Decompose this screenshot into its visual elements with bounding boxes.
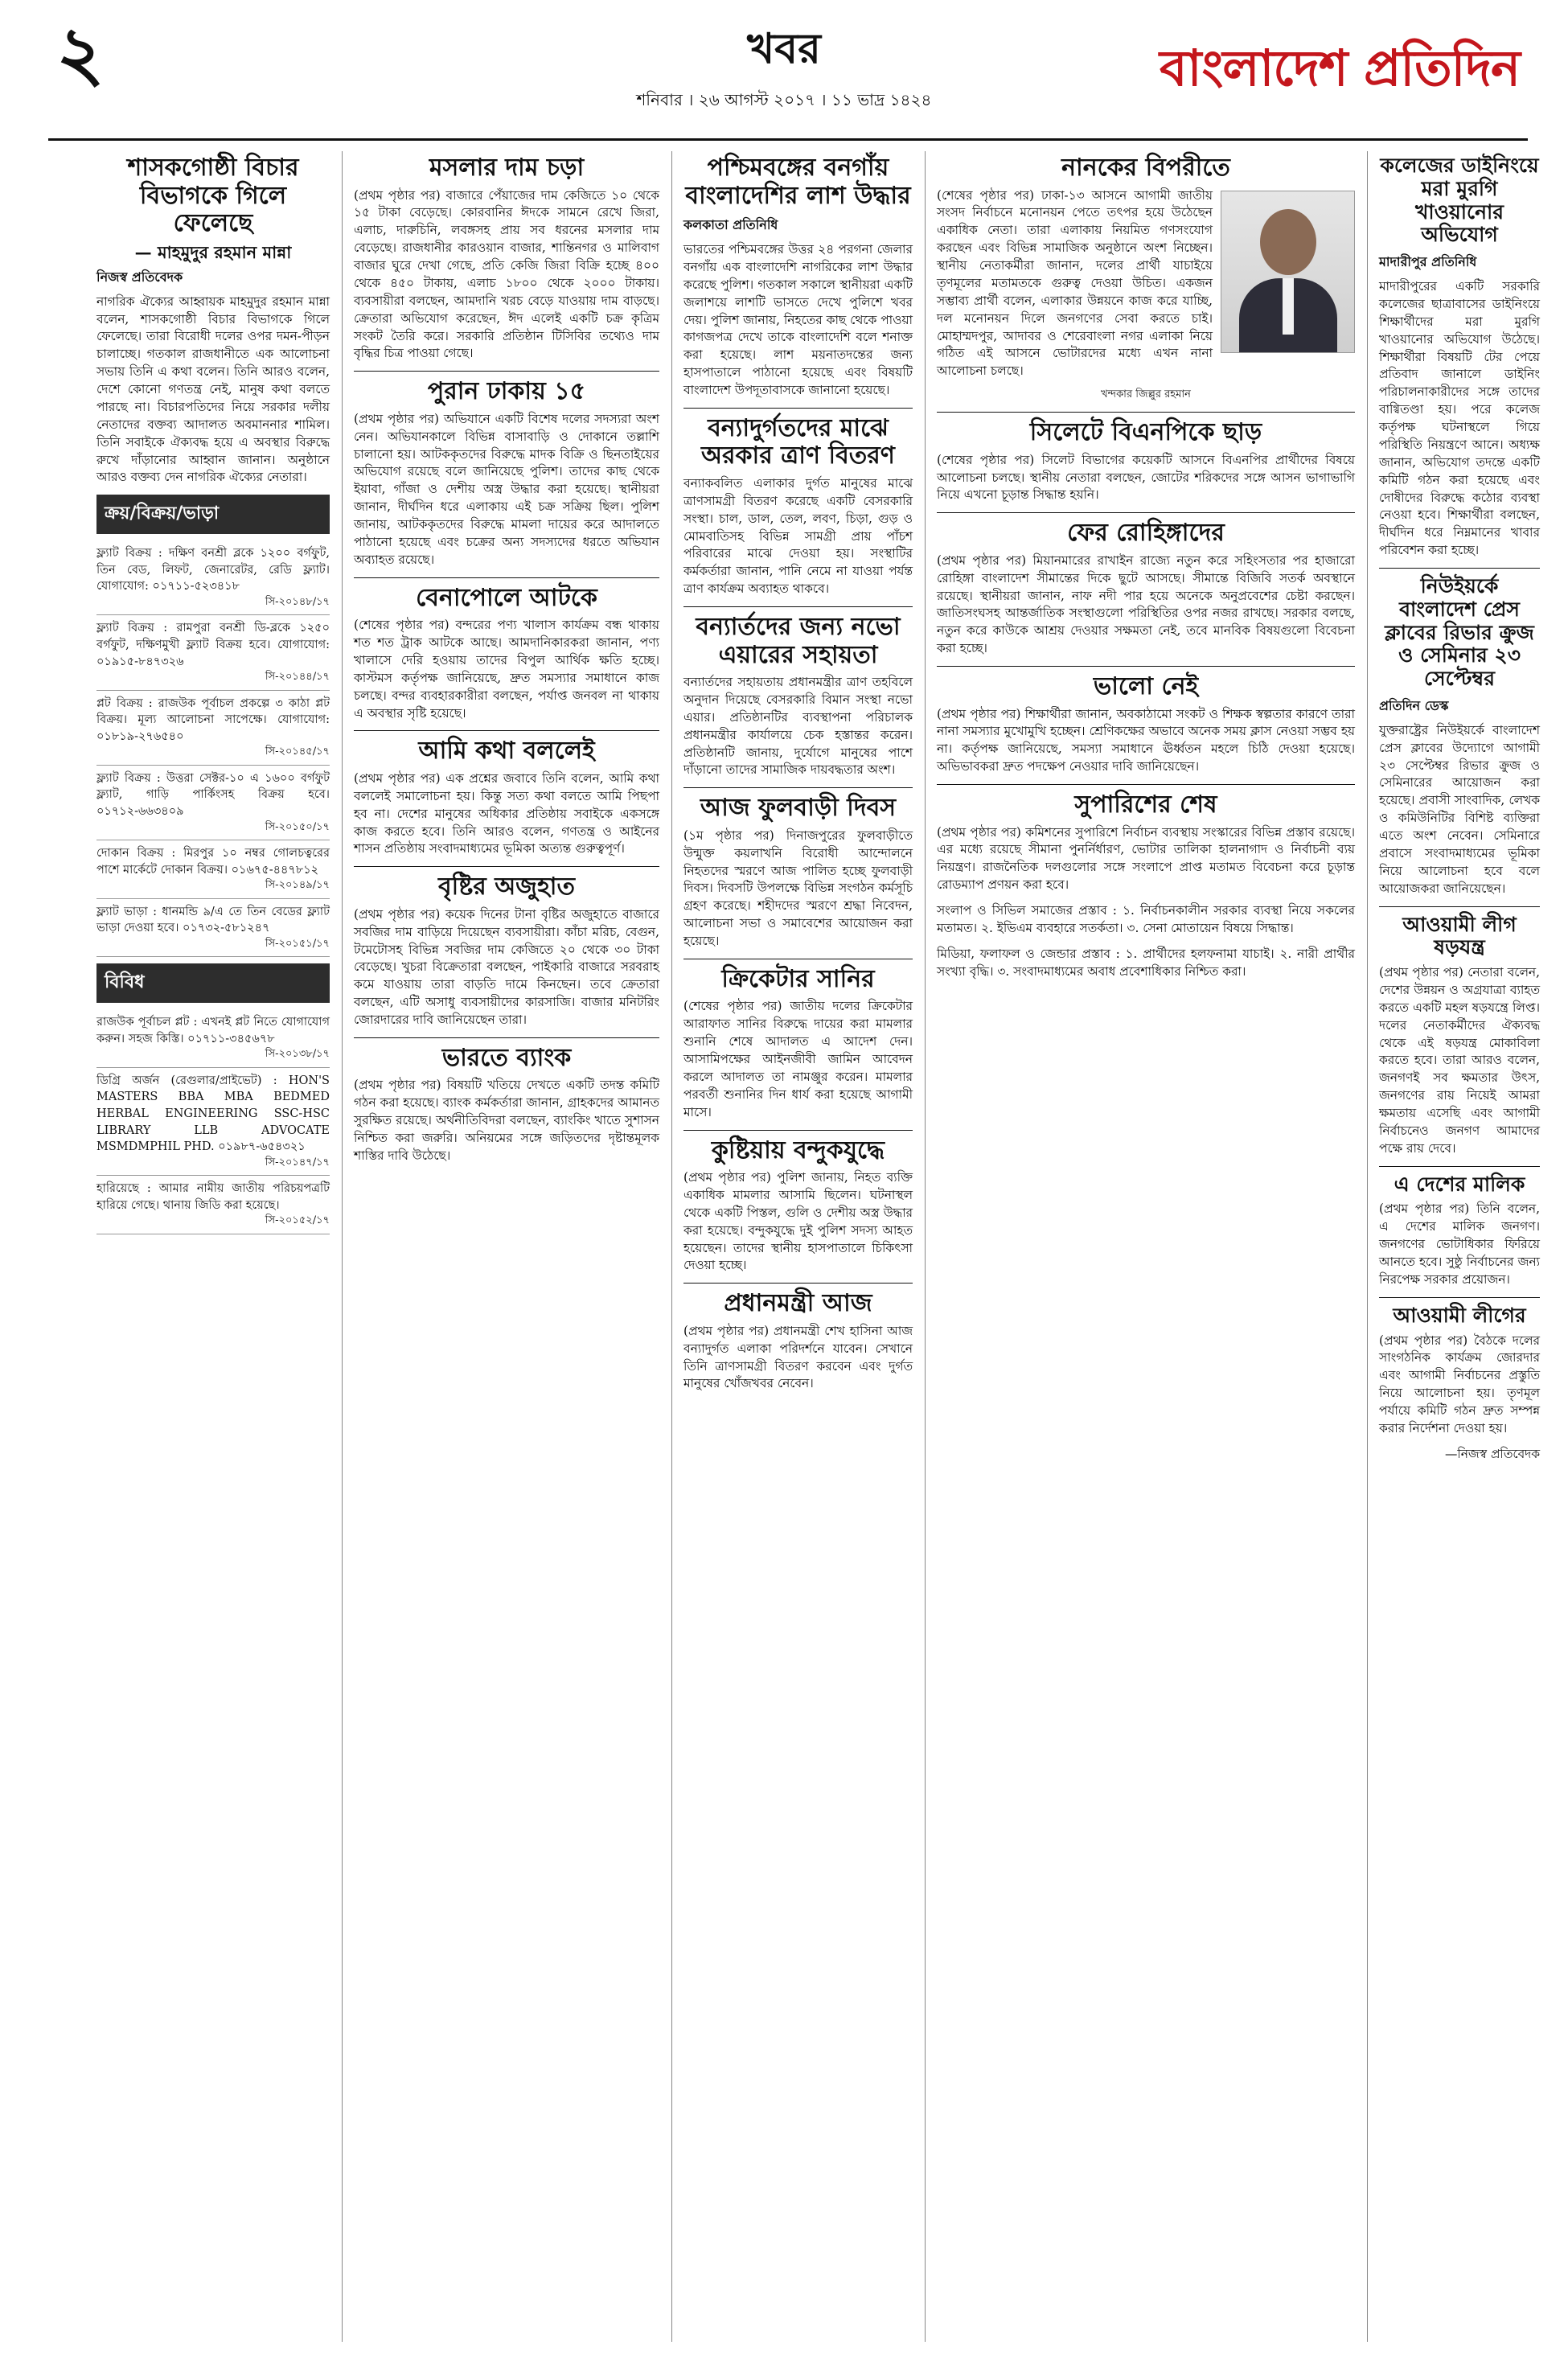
divider xyxy=(683,606,913,607)
article-body: নাগরিক ঐক্যের আহ্বায়ক মাহমুদুর রহমান মান্না বলেন, শাসকগোষ্ঠী বিচার বিভাগকে গিলে ফেলেছে। তারা বিরোধী দলের ওপর দমন-পীড়ন চালাচ্ছে। গতকাল রাজধানীতে এক আলোচনা সভায় তিনি এ কথা বলেন। তিনি আরও বলেন, দেশে কোনো গণতন্ত্র নেই, মানুষ কথা বলতে পারছে না। বিচারপতিদের নিয়ে সরকার দলীয় নেতাদের বক্তব্য আদালত অবমাননার শামিল। তিনি সবাইকে ঐক্যবদ্ধ হয়ে এ অবস্থার বিরুদ্ধে রুখে দাঁড়ানোর আহ্বান জানান। অনুষ্ঠানে আরও বক্তব্য দেন নাগরিক ঐক্যের নেতারা। xyxy=(96,294,334,485)
classifieds-header: ক্রয়/বিক্রয়/ভাড়া xyxy=(96,495,330,534)
divider xyxy=(937,666,1355,667)
divider xyxy=(683,1283,913,1284)
classified-ad: হারিয়েছে : আমার নামীয় জাতীয় পরিচয়পত্রটি হারিয়ে গেছে। থানায় জিডি করা হয়েছে। সি-২০১৫২/১৭ xyxy=(96,1176,330,1234)
headline: নানকের বিপরীতে xyxy=(1061,154,1230,182)
divider xyxy=(683,1130,913,1131)
article-body: (প্রথম পৃষ্ঠার পর) বৈঠকে দলের সাংগঠনিক কার্যক্রম জোরদার এবং আগামী নির্বাচনের প্রস্তুতি নিয়ে আলোচনা হয়। তৃণমূল পর্যায়ে কমিটি গঠন দ্রুত সম্পন্ন করার নির্দেশনা দেওয়া হয়। xyxy=(1379,1333,1544,1435)
divider xyxy=(354,730,659,731)
article-subsection: সংলাপ ও সিভিল সমাজের প্রস্তাব : ১. নির্বাচনকালীন সরকার ব্যবস্থা নিয়ে সকলের মতামত। ২. ইভিএম ব্যবহারে সতর্কতা। ৩. সেনা মোতায়েন বিষয়ে সিদ্ধান্ত। xyxy=(937,903,1359,935)
divider xyxy=(937,784,1355,785)
byline: মাদারীপুর প্রতিনিধি xyxy=(1379,254,1477,269)
article-body: (শেষের পৃষ্ঠার পর) সিলেট বিভাগের কয়েকটি আসনে বিএনপির প্রার্থীদের বিষয়ে আলোচনা চলছে। স্থানীয় নেতারা বলছেন, জোটের শরিকদের সঙ্গে আসন ভাগাভাগি নিয়ে এখনো চূড়ান্ত সিদ্ধান্ত হয়নি। xyxy=(937,452,1359,503)
divider xyxy=(1379,1166,1540,1167)
article-body: (প্রথম পৃষ্ঠার পর) মিয়ানমারের রাখাইন রাজ্যে নতুন করে সহিংসতার পর হাজারো রোহিঙ্গা বাংলাদেশ সীমান্তের দিকে ছুটে আসছে। সীমান্তে বিজিবি সতর্ক অবস্থানে রয়েছে। স্থানীয়রা জানান, নাফ নদী পার হয়ে অনেকে অনুপ্রবেশের চেষ্টা করছেন। জাতিসংঘসহ আন্তর্জাতিক সংস্থাগুলো পরিস্থিতির ওপর নজর রাখছে। সরকার বলছে, নতুন করে কাউকে আশ্রয় দেওয়ার সক্ষমতা নেই, তবে মানবিক বিষয়গুলো বিবেচনা করা হচ্ছে। xyxy=(937,552,1359,656)
headline: আওয়ামী লীগ ষড়যন্ত্র xyxy=(1402,912,1517,959)
column-divider xyxy=(342,151,343,2342)
divider xyxy=(1379,906,1540,907)
headline: বন্যাদুর্গতদের মাঝে অরকার ত্রাণ বিতরণ xyxy=(701,413,895,470)
headline: কুষ্টিয়ায় বন্দুকযুদ্ধে xyxy=(711,1136,885,1164)
byline: নিজস্ব প্রতিবেদক xyxy=(96,269,183,285)
classified-ad: প্লট বিক্রয় : রাজউক পূর্বাচল প্রকল্পে ৩ কাঠা প্লট বিক্রয়। মূল্য আলোচনা সাপেক্ষে। যোগাযোগ: ০১৮১৯-২৭৬৫৪০ সি-২০১৪৫/১৭ xyxy=(96,691,330,766)
dateline: শনিবার । ২৬ আগস্ট ২০১৭ । ১১ ভাদ্র ১৪২৪ xyxy=(636,90,932,109)
headline: নিউইয়র্কে বাংলাদেশ প্রেস ক্লাবের রিভার ক্রুজ ও সেমিনার ২৩ সেপ্টেম্বর xyxy=(1385,574,1534,690)
headline: ভালো নেই xyxy=(1093,672,1199,700)
headline: আমি কথা বললেই xyxy=(418,737,595,766)
article-body: (শেষের পৃষ্ঠার পর) বন্দরের পণ্য খালাস কার্যক্রম বন্ধ থাকায় শত শত ট্রাক আটকে আছে। আমদানিকারকরা জানান, পণ্য খালাসে দেরি হওয়ায় তাদের বিপুল আর্থিক ক্ষতি হচ্ছে। কাস্টমস কর্তৃপক্ষ জানিয়েছে, দ্রুত সমস্যার সমাধানে কাজ চলছে। বন্দর ব্যবহারকারীরা বলছেন, পর্যাপ্ত জনবল না থাকায় এ অবস্থার সৃষ্টি হয়েছে। xyxy=(354,618,663,721)
headline: ফের রোহিঙ্গাদের xyxy=(1067,519,1225,548)
divider xyxy=(354,371,659,372)
article-body: ভারতের পশ্চিমবঙ্গের উত্তর ২৪ পরগনা জেলার বনগাঁয় এক বাংলাদেশি নাগরিকের লাশ উদ্ধার করেছে পুলিশ। গতকাল সকালে স্থানীয়রা একটি জলাশয়ে লাশটি ভাসতে দেখে পুলিশে খবর দেয়। পুলিশ জানায়, নিহতের কাছ থেকে পাওয়া কাগজপত্র দেখে তাকে বাংলাদেশি বলে শনাক্ত করা হয়েছে। লাশ ময়নাতদন্তের জন্য হাসপাতালে পাঠানো হয়েছে এবং বিষয়টি বাংলাদেশ উপদূতাবাসকে জানানো হয়েছে। xyxy=(683,242,917,397)
article-body: (প্রথম পৃষ্ঠার পর) তিনি বলেন, এ দেশের মালিক জনগণ। জনগণের ভোটাধিকার ফিরিয়ে আনতে হবে। সুষ্ঠু নির্বাচনের জন্য নিরপেক্ষ সরকার প্রয়োজন। xyxy=(1379,1201,1544,1287)
article-body: যুক্তরাষ্ট্রের নিউইয়র্কে বাংলাদেশ প্রেস ক্লাবের উদ্যোগে আগামী ২৩ সেপ্টেম্বর রিভার ক্রুজ ও সেমিনারের আয়োজন করা হয়েছে। প্রবাসী সাংবাদিক, লেখক ও কমিউনিটির বিশিষ্ট ব্যক্তিরা এতে অংশ নেবেন। সেমিনারে প্রবাসে সংবাদমাধ্যমের ভূমিকা নিয়ে আলোচনা হবে বলে আয়োজকরা জানিয়েছেন। xyxy=(1379,722,1544,896)
column-3 xyxy=(683,151,917,2342)
article-subsection: মিডিয়া, ফলাফল ও জেন্ডার প্রস্তাব : ১. প্রার্থীদের হলফনামা যাচাই। ২. নারী প্রার্থীর সংখ্যা বৃদ্ধি। ৩. সংবাদমাধ্যমের অবাধ প্রবেশাধিকার নিশ্চিত করা। xyxy=(937,946,1359,979)
headline: পুরান ঢাকায় ১৫ xyxy=(427,377,586,406)
classified-ad: ফ্ল্যাট বিক্রয় : রামপুরা বনশ্রী ডি-ব্লকে ১২৫০ বর্গফুট, দক্ষিণমুখী ফ্ল্যাট বিক্রয় হবে। যোগাযোগ: ০১৯১৫-৮৪৭৩২৬ সি-২০১৪৪/১৭ xyxy=(96,615,330,690)
headline: ক্রিকেটার সানির xyxy=(721,964,875,993)
headline: কলেজের ডাইনিংয়ে মরা মুরগি খাওয়ানোর অভিযোগ xyxy=(1380,154,1539,247)
misc-list xyxy=(96,1009,334,1234)
article-body: (১ম পৃষ্ঠার পর) দিনাজপুরের ফুলবাড়ীতে উন্মুক্ত কয়লাখনি বিরোধী আন্দোলনে নিহতদের স্মরণে আজ পালিত হচ্ছে ফুলবাড়ী দিবস। দিবসটি উপলক্ষে বিভিন্ন সংগঠন কর্মসূচি গ্রহণ করেছে। শহীদদের স্মরণে শ্রদ্ধা নিবেদন, আলোচনা সভা ও সমাবেশের আয়োজন করা হয়েছে। xyxy=(683,828,917,948)
column-divider xyxy=(671,151,672,2342)
portrait-photo xyxy=(1221,191,1355,353)
headline: মসলার দাম চড়া xyxy=(429,154,585,182)
headline: প্রধানমন্ত্রী আজ xyxy=(724,1289,872,1318)
divider xyxy=(354,866,659,867)
headline: বেনাপোলে আটকে xyxy=(416,583,597,612)
article-body: (প্রথম পৃষ্ঠার পর) বিষয়টি খতিয়ে দেখতে একটি তদন্ত কমিটি গঠন করা হয়েছে। ব্যাংক কর্মকর্তারা জানান, গ্রাহকদের আমানত সুরক্ষিত রয়েছে। অর্থনীতিবিদরা বলছেন, ব্যাংকিং খাতে সুশাসন নিশ্চিত করা জরুরি। অনিয়মের সঙ্গে জড়িতদের দৃষ্টান্তমূলক শাস্তির দাবি উঠেছে। xyxy=(354,1078,663,1163)
masthead xyxy=(0,0,1568,146)
column-1 xyxy=(96,151,334,2342)
divider xyxy=(937,412,1355,413)
classified-ad: দোকান বিক্রয় : মিরপুর ১০ নম্বর গোলচত্বরের পাশে মার্কেটে দোকান বিক্রয়। ০১৬৭৫-৪৪৭৮১২ সি-২০১৪৯/১৭ xyxy=(96,840,330,899)
headline: এ দেশের মালিক xyxy=(1394,1172,1525,1196)
article-body: মাদারীপুরের একটি সরকারি কলেজের ছাত্রাবাসের ডাইনিংয়ে শিক্ষার্থীদের মরা মুরগি খাওয়ানোর অভিযোগ উঠেছে। শিক্ষার্থীরা বিষয়টি টের পেয়ে প্রতিবাদ জানালে ডাইনিং পরিচালনাকারীদের সঙ্গে তাদের বাগ্বিতণ্ডা হয়। পরে কলেজ কর্তৃপক্ষ ঘটনাস্থলে গিয়ে পরিস্থিতি নিয়ন্ত্রণে আনে। অধ্যক্ষ জানান, অভিযোগ তদন্তে একটি কমিটি গঠন করা হয়েছে এবং দোষীদের বিরুদ্ধে কঠোর ব্যবস্থা নেওয়া হবে। শিক্ষার্থীরা বলছেন, দীর্ঘদিন ধরে নিম্নমানের খাবার পরিবেশন করা হচ্ছে। xyxy=(1379,279,1544,558)
column-divider xyxy=(925,151,926,2342)
column-divider xyxy=(1367,151,1368,2342)
classified-ad: রাজউক পূর্বাচল প্লট : এখনই প্লট নিতে যোগাযোগ করুন। সহজ কিস্তি। ০১৭১১-৩৪৫৬৭৮ সি-২০১৩৮/১৭ xyxy=(96,1009,330,1068)
newspaper-logo: বাংলাদেশ প্রতিদিন xyxy=(1160,39,1520,97)
article-body: (প্রথম পৃষ্ঠার পর) শিক্ষার্থীরা জানান, অবকাঠামো সংকট ও শিক্ষক স্বল্পতার কারণে তারা নানা সমস্যার মুখোমুখি হচ্ছেন। শ্রেণিকক্ষের অভাবে অনেক সময় ক্লাস নেওয়া সম্ভব হয় না। কর্তৃপক্ষ জানিয়েছে, সমস্যা সমাধানে ঊর্ধ্বতন মহলে চিঠি দেওয়া হয়েছে। অভিভাবকরা দ্রুত পদক্ষেপ নেওয়ার দাবি জানিয়েছেন। xyxy=(937,706,1359,774)
column-2 xyxy=(354,151,663,2342)
headline: পশ্চিমবঙ্গের বনগাঁয় বাংলাদেশির লাশ উদ্ধার xyxy=(685,154,911,210)
headline: আজ ফুলবাড়ী দিবস xyxy=(700,794,897,823)
classified-ad: ফ্ল্যাট বিক্রয় : দক্ষিণ বনশ্রী ব্লকে ১২০০ বর্গফুট, তিন বেড, লিফট, জেনারেটর, রেডি ফ্ল্যাট। যোগাযোগ: ০১৭১১-৫২৩৪১৮ সি-২০১৪৮/১৭ xyxy=(96,540,330,615)
article-body: বন্যার্তদের সহায়তায় প্রধানমন্ত্রীর ত্রাণ তহবিলে অনুদান দিয়েছে বেসরকারি বিমান সংস্থা নভো এয়ার। প্রতিষ্ঠানটির ব্যবস্থাপনা পরিচালক প্রধানমন্ত্রীর কার্যালয়ে চেক হস্তান্তর করেন। প্রতিষ্ঠানটি জানায়, দুর্যোগে মানুষের পাশে দাঁড়ানো তাদের সামাজিক দায়বদ্ধতার অংশ। xyxy=(683,675,917,778)
headline-author: — মাহমুদুর রহমান মান্না xyxy=(134,241,292,262)
article-body: (শেষের পৃষ্ঠার পর) জাতীয় দলের ক্রিকেটার আরাফাত সানির বিরুদ্ধে দায়ের করা মামলার শুনানি শেষে আদালত এ আদেশ দেন। আসামিপক্ষের আইনজীবী জামিন আবেদন করলে আদালত তা নামঞ্জুর করেন। মামলার পরবর্তী শুনানির দিন ধার্য করা হয়েছে আগামী মাসে। xyxy=(683,999,917,1119)
article-body: (প্রথম পৃষ্ঠার পর) বাজারে পেঁয়াজের দাম কেজিতে ১০ থেকে ১৫ টাকা বেড়েছে। কোরবানির ঈদকে সামনে রেখে জিরা, এলাচ, দারুচিনি, লবঙ্গসহ প্রায় সব ধরনের মসলার দাম বেড়েছে। রাজধানীর কারওয়ান বাজার, শান্তিনগর ও মালিবাগ বাজার ঘুরে দেখা গেছে, প্রতি কেজি জিরা বিক্রি হচ্ছে ৪০০ থেকে ৪৫০ টাকায়, এলাচ ১৮০০ থেকে ২০০০ টাকায়। ব্যবসায়ীরা বলছেন, আমদানি খরচ বেড়ে যাওয়ায় দাম বাড়ছে। ক্রেতারা অভিযোগ করেছেন, ঈদ এলেই একটি চক্র কৃত্রিম সংকট তৈরি করে। সরকারি প্রতিষ্ঠান টিসিবির তথ্যেও দাম বৃদ্ধির চিত্র পাওয়া গেছে। xyxy=(354,187,663,361)
section-title: খবর xyxy=(747,24,821,73)
byline: প্রতিদিন ডেস্ক xyxy=(1379,697,1449,713)
divider xyxy=(937,512,1355,513)
headline: সুপারিশের শেষ xyxy=(1074,791,1217,819)
headline: সিলেটে বিএনপিকে ছাড় xyxy=(1029,418,1262,447)
divider xyxy=(1379,1297,1540,1298)
article-body: (প্রথম পৃষ্ঠার পর) প্রধানমন্ত্রী শেখ হাসিনা আজ বন্যাদুর্গত এলাকা পরিদর্শনে যাবেন। সেখানে তিনি ত্রাণসামগ্রী বিতরণ করবেন এবং দুর্গত মানুষের খোঁজখবর নেবেন। xyxy=(683,1323,917,1391)
article-body: (প্রথম পৃষ্ঠার পর) এক প্রশ্নের জবাবে তিনি বলেন, আমি কথা বললেই সমালোচনা হয়। কিন্তু সত্য কথা বলতে আমি পিছপা হব না। দেশের মানুষের অধিকার প্রতিষ্ঠায় সবাইকে একসঙ্গে কাজ করতে হবে। তিনি আরও বলেন, গণতন্ত্র ও আইনের শাসন প্রতিষ্ঠায় সংবাদমাধ্যমের ভূমিকা অত্যন্ত গুরুত্বপূর্ণ। xyxy=(354,770,663,856)
headline: আওয়ামী লীগের xyxy=(1393,1303,1526,1327)
photo-caption: খন্দকার জিল্লুর রহমান xyxy=(1101,388,1191,401)
headline: বন্যার্তদের জন্য নভো এয়ারের সহায়তা xyxy=(696,613,901,669)
credit: —নিজস্ব প্রতিবেদক xyxy=(1444,1446,1540,1461)
divider xyxy=(683,408,913,409)
classified-ad: ডিগ্রি অর্জন (রেগুলার/প্রাইভেট) : HON'S MASTERS BBA MBA BEDMED HERBAL ENGINEERING SSC-HSC LIBRARY LLB ADVOCATE MSMDMPHIL PHD. ০১৯৮৭-৬৫৪৩২১ সি-২০১৪৭/১৭ xyxy=(96,1068,330,1176)
divider xyxy=(354,577,659,578)
article-body: (প্রথম পৃষ্ঠার পর) পুলিশ জানায়, নিহত ব্যক্তি একাধিক মামলার আসামি ছিলেন। ঘটনাস্থল থেকে একটি পিস্তল, গুলি ও দেশীয় অস্ত্র উদ্ধার করা হয়েছে। বন্দুকযুদ্ধে দুই পুলিশ সদস্য আহত হয়েছেন। তাদের স্থানীয় হাসপাতালে চিকিৎসা দেওয়া হচ্ছে। xyxy=(683,1170,917,1273)
article-body: (প্রথম পৃষ্ঠার পর) অভিযানে একটি বিশেষ দলের সদস্যরা অংশ নেন। অভিযানকালে বিভিন্ন বাসাবাড়ি ও দোকানে তল্লাশি চালানো হয়। আটককৃতদের বিরুদ্ধে মাদক বিক্রি ও ছিনতাইয়ের অভিযোগ রয়েছে বলে জানিয়েছে পুলিশ। তাদের কাছ থেকে ইয়াবা, গাঁজা ও দেশীয় অস্ত্র উদ্ধার করা হয়েছে। স্থানীয়রা জানান, দীর্ঘদিন ধরে এলাকায় এই চক্র সক্রিয় ছিল। পুলিশ জানায়, আটককৃতদের বিরুদ্ধে মামলা দায়ের করে আদালতে পাঠানো হয়েছে এবং চক্রের অন্য সদস্যদের ধরতে অভিযান অব্যাহত রয়েছে। xyxy=(354,411,663,567)
headline: বৃষ্টির অজুহাত xyxy=(437,873,575,902)
misc-header: বিবিধ xyxy=(96,963,330,1003)
byline: কলকাতা প্রতিনিধি xyxy=(683,217,778,232)
article-body: (প্রথম পৃষ্ঠার পর) কমিশনের সুপারিশে নির্বাচন ব্যবস্থায় সংস্কারের বিভিন্ন প্রস্তাব রয়েছে। এর মধ্যে রয়েছে সীমানা পুনর্নির্ধারণ, ভোটার তালিকা হালনাগাদ ও নির্বাচনী ব্যয় নিয়ন্ত্রণ। রাজনৈতিক দলগুলোর সঙ্গে সংলাপে প্রাপ্ত মতামত বিবেচনা করে চূড়ান্ত রোডম্যাপ প্রণয়ন করা হবে। xyxy=(937,824,1359,893)
article-body: (প্রথম পৃষ্ঠার পর) নেতারা বলেন, দেশের উন্নয়ন ও অগ্রযাত্রা ব্যাহত করতে একটি মহল ষড়যন্ত্রে লিপ্ত। দলের নেতাকর্মীদের ঐক্যবদ্ধ থেকে এই ষড়যন্ত্র মোকাবিলা করতে হবে। তারা আরও বলেন, জনগণই সব ক্ষমতার উৎস, জনগণের রায় নিয়েই আমরা ক্ষমতায় এসেছি এবং আগামী নির্বাচনেও জনগণ আমাদের পক্ষে রায় দেবে। xyxy=(1379,965,1544,1156)
article-body: (প্রথম পৃষ্ঠার পর) কয়েক দিনের টানা বৃষ্টির অজুহাতে বাজারে সবজির দাম বাড়িয়ে দিয়েছেন ব্যবসায়ীরা। কাঁচা মরিচ, বেগুন, টমেটোসহ বিভিন্ন সবজির দাম কেজিতে ২০ থেকে ৩০ টাকা বেড়েছে। খুচরা বিক্রেতারা বলছেন, পাইকারি বাজারে সরবরাহ কমে যাওয়ায় তারা বাড়তি দামে কিনছেন। তবে ক্রেতারা বলছেন, এটি অসাধু ব্যবসায়ীদের কারসাজি। বাজার মনিটরিং জোরদারের দাবি জানিয়েছেন তারা। xyxy=(354,906,663,1027)
classified-ad: ফ্ল্যাট ভাড়া : ধানমন্ডি ৯/এ তে তিন বেডের ফ্ল্যাট ভাড়া দেওয়া হবে। ০১৭৩২-৫৮১২৪৭ সি-২০১৫১/১৭ xyxy=(96,899,330,958)
article-body: বন্যাকবলিত এলাকার দুর্গত মানুষের মাঝে ত্রাণসামগ্রী বিতরণ করেছে একটি বেসরকারি সংস্থা। চাল, ডাল, তেল, লবণ, চিড়া, গুড় ও মোমবাতিসহ বিভিন্ন সামগ্রী প্রায় পাঁচশ পরিবারের মাঝে দেওয়া হয়। সংস্থাটির কর্মকর্তারা জানান, পানি নেমে না যাওয়া পর্যন্ত ত্রাণ কার্যক্রম অব্যাহত থাকবে। xyxy=(683,475,917,597)
divider xyxy=(354,1037,659,1038)
classified-ad: ফ্ল্যাট বিক্রয় : উত্তরা সেক্টর-১০ এ ১৬০০ বর্গফুট ফ্ল্যাট, গাড়ি পার্কিংসহ বিক্রয় হবে। ০১৭১২-৬৬৩৪০৯ সি-২০১৫০/১৭ xyxy=(96,766,330,840)
page-number: ২ xyxy=(56,10,105,97)
divider xyxy=(683,787,913,788)
article-body: (শেষের পৃষ্ঠার পর) ঢাকা-১৩ আসনে আগামী জাতীয় সংসদ নির্বাচনে মনোনয়ন পেতে তৎপর হয়ে উঠেছেন একাধিক নেতা। তারা এলাকায় নিয়মিত গণসংযোগ করছেন এবং বিভিন্ন সামাজিক অনুষ্ঠানে অংশ নিচ্ছেন। স্থানীয় নেতাকর্মীরা জানান, দলের প্রার্থী যাচাইয়ে তৃণমূলের মতামতকে গুরুত্ব দেওয়া উচিত। একজন সম্ভাব্য প্রার্থী বলেন, এলাকার উন্নয়নে কাজ করে যাচ্ছি, দল মনোনয়ন দিলে জনগণের সেবা করতে চাই। মোহাম্মদপুর, আদাবর ও শেরেবাংলা নগর এলাকা নিয়ে গঠিত এই আসনে ভোটারদের মধ্যে এখন নানা আলোচনা চলছে। xyxy=(937,187,1217,379)
headline: ভারতে ব্যাংক xyxy=(441,1043,572,1072)
headline: শাসকগোষ্ঠী বিচার বিভাগকে গিলে ফেলেছে xyxy=(127,154,299,237)
classifieds-list xyxy=(96,540,334,957)
masthead-rule xyxy=(48,138,1528,141)
column-4 xyxy=(937,151,1359,2342)
column-5 xyxy=(1379,151,1544,2342)
divider xyxy=(1379,568,1540,569)
